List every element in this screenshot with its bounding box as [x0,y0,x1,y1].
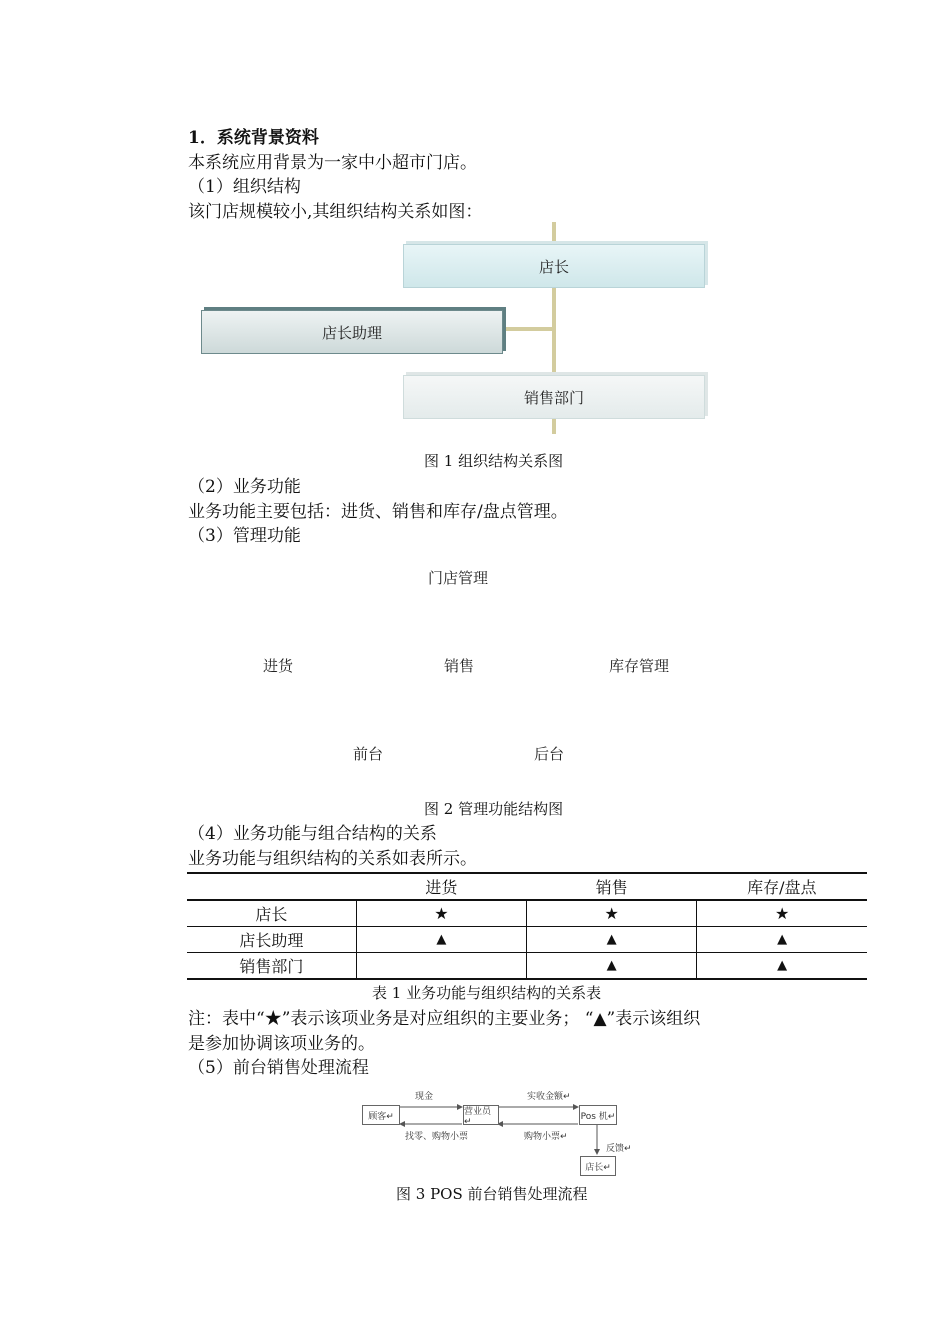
management-function-title: （3）管理功能 [188,526,301,546]
org-structure-text: 该门店规模较小,其组织结构关系如图： [188,202,483,222]
table-cell: ★ [526,900,696,927]
figure-1-caption: 图 1 组织结构关系图 [424,452,564,470]
sales-flow-title: （5）前台销售处理流程 [188,1058,369,1078]
table-1-caption: 表 1 业务功能与组织结构的关系表 [372,984,602,1002]
note-line-2: 是参加协调该项业务的。 [188,1034,375,1054]
flow-box-manager: 店长↵ [580,1156,616,1176]
flow-label-change: 找零、购物小票 [405,1132,469,1142]
note-line-1: 注：表中“★”表示该项业务是对应组织的主要业务； “▲”表示该组织 [188,1009,701,1029]
org-box-assistant-manager: 店长助理 [201,310,503,354]
table-header-cell: 进货 [356,873,526,900]
table-cell: 销售部门 [187,953,356,980]
table-cell: ▲ [697,927,867,953]
figure-3-caption: 图 3 POS 前台销售处理流程 [396,1185,588,1203]
table-cell: ★ [697,900,867,927]
tree-root: 门店管理 [428,569,489,587]
business-function-text: 业务功能主要包括：进货、销售和库存/盘点管理。 [188,502,568,522]
table-cell: 店长 [187,900,356,927]
intro-text: 本系统应用背景为一家中小超市门店。 [188,153,477,173]
table-header-cell: 库存/盘点 [697,873,867,900]
org-structure-title: （1）组织结构 [188,177,301,197]
figure-2-caption: 图 2 管理功能结构图 [424,800,564,818]
table-cell: ▲ [356,927,526,953]
flow-box-customer: 顾客↵ [362,1105,400,1125]
relation-title: （4）业务功能与组合结构的关系 [188,824,437,844]
tree-node-sales: 销售 [444,657,475,675]
table-cell: ▲ [697,953,867,980]
flow-box-clerk: 营业员↵ [463,1105,499,1125]
flow-label-receipt: 购物小票↵ [524,1132,568,1142]
flow-label-cash: 现金 [415,1092,434,1102]
table-cell: ★ [356,900,526,927]
tree-node-backend: 后台 [534,745,565,763]
table-cell: ▲ [526,927,696,953]
section-heading: 1．系统背景资料 [188,128,319,148]
table-cell: ▲ [526,953,696,980]
flow-label-feedback: 反馈↵ [606,1144,632,1154]
org-box-sales-department: 销售部门 [403,375,705,419]
tree-node-frontend: 前台 [353,745,384,763]
business-function-title: （2）业务功能 [188,477,301,497]
tree-node-purchase: 进货 [263,657,294,675]
org-box-store-manager: 店长 [403,244,705,288]
table-header-cell: 销售 [526,873,696,900]
tree-node-inventory: 库存管理 [609,657,670,675]
relation-text: 业务功能与组织结构的关系如表所示。 [188,849,477,869]
flow-label-amount: 实收金额↵ [527,1092,571,1102]
flow-box-pos: Pos 机↵ [579,1105,617,1125]
table-cell: 店长助理 [187,927,356,953]
